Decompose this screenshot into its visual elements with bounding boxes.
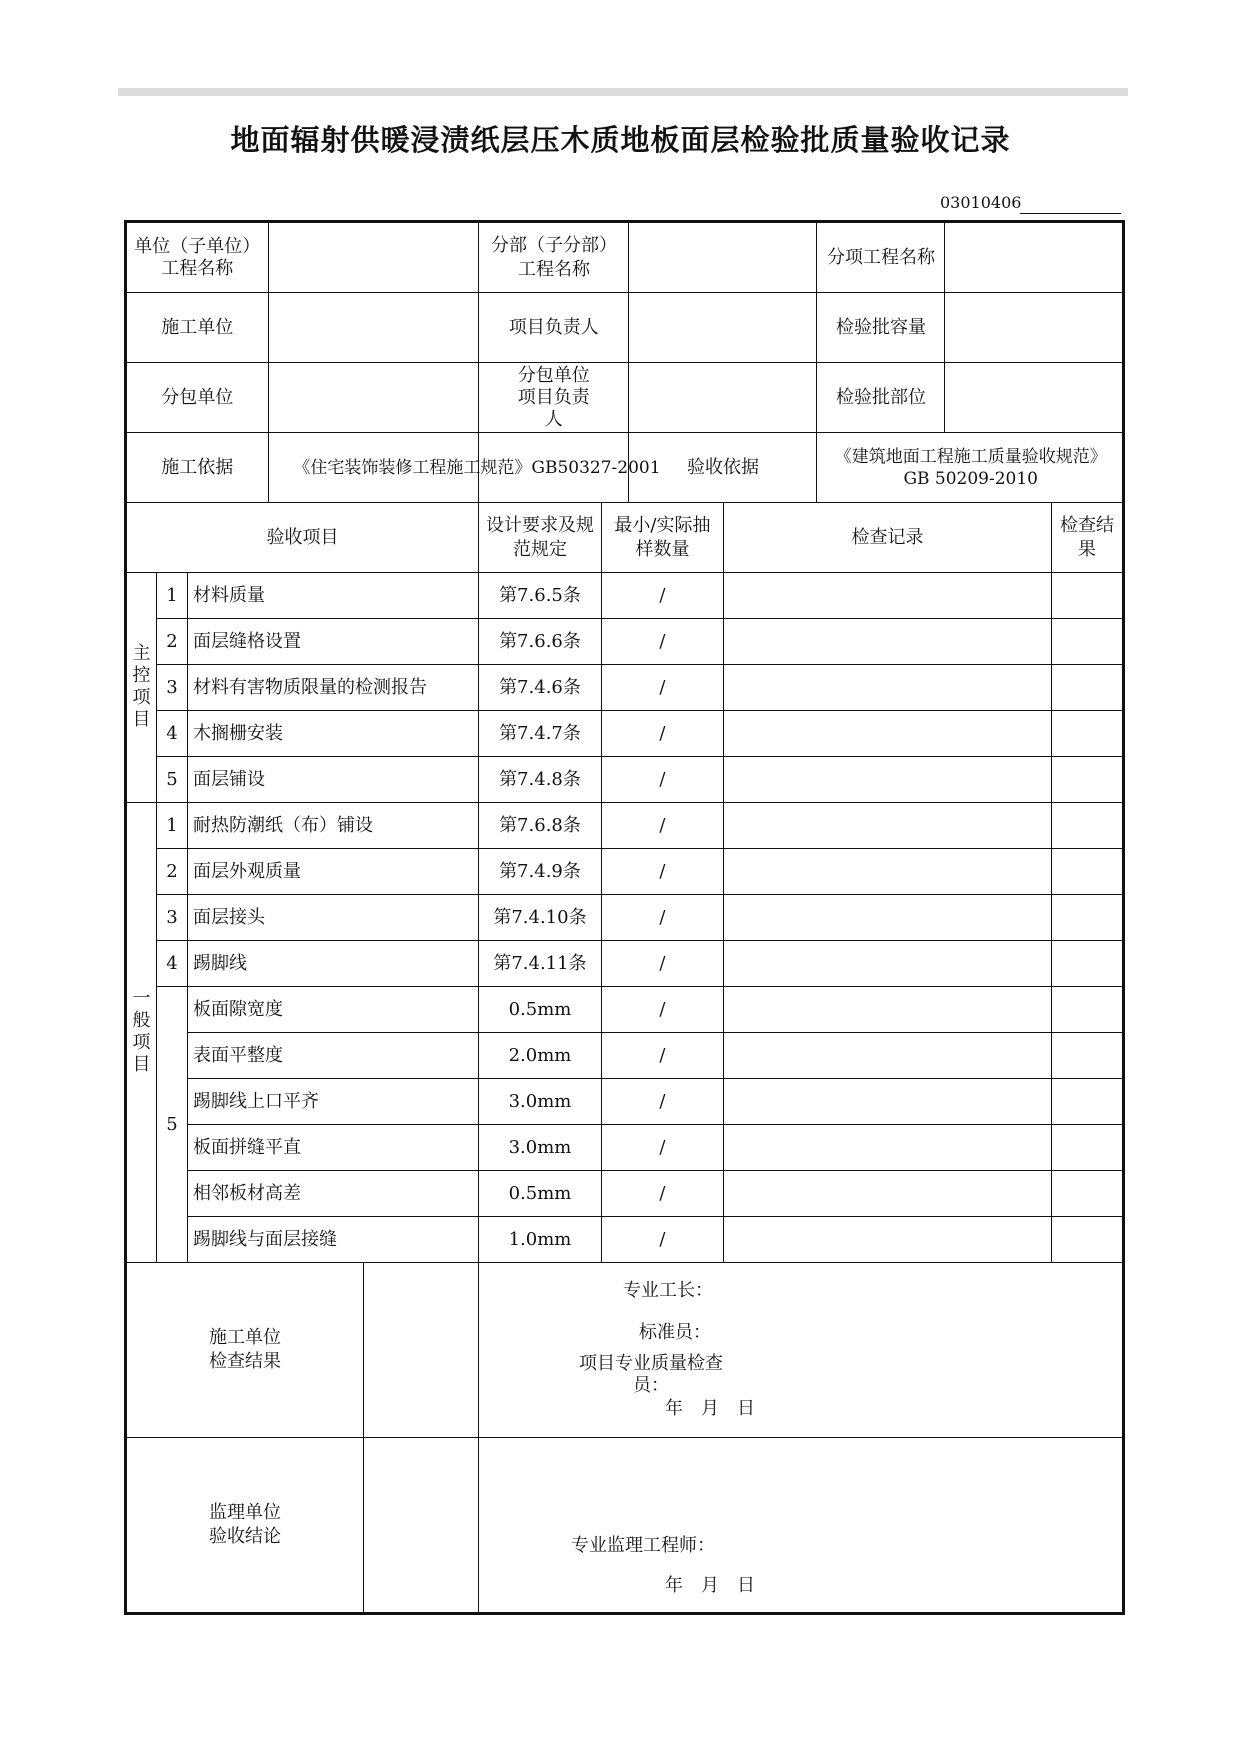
table-row: [126, 1125, 1124, 1171]
general-item-record[interactable]: [723, 941, 1051, 987]
tolerance-no: 5: [157, 987, 188, 1263]
sub-item-name-field[interactable]: [945, 223, 1124, 292]
info-subtable-4b: [293, 433, 1124, 502]
main-item-no: 5: [157, 757, 188, 803]
tolerance-item-name: 踢脚线上口平齐: [188, 1079, 479, 1125]
tolerance-item-record[interactable]: [723, 987, 1051, 1033]
main-item-sample: /: [601, 711, 723, 757]
general-group-label: [126, 803, 157, 1263]
form-code: 03010406: [940, 193, 1022, 212]
main-item-result[interactable]: [1051, 757, 1123, 803]
tolerance-item-spec: 3.0mm: [478, 1125, 601, 1171]
tolerance-item-sample: /: [601, 987, 723, 1033]
info-subtable-1b: [478, 223, 1124, 292]
info-subtable-1: [127, 223, 480, 292]
tolerance-item-result[interactable]: [1051, 1125, 1123, 1171]
construction-check-row: [126, 1263, 1124, 1438]
sub-item-name-label: 分项工程名称: [817, 223, 945, 292]
table-row: [126, 987, 1124, 1033]
supervision-check-sign-area-left[interactable]: [364, 1438, 478, 1612]
table-row: [126, 619, 1124, 665]
subcontract-manager-field[interactable]: [629, 363, 817, 432]
general-item-no: 3: [157, 895, 188, 941]
general-item-name: 面层接头: [188, 895, 479, 941]
subcontract-unit-label: 分包单位: [127, 363, 268, 432]
construction-check-label: 施工单位检查结果: [209, 1327, 281, 1372]
tolerance-item-name: 板面拼缝平直: [188, 1125, 479, 1171]
supervision-check-label: 监理单位验收结论: [209, 1502, 281, 1547]
tolerance-item-result[interactable]: [1051, 987, 1123, 1033]
general-item-record[interactable]: [723, 849, 1051, 895]
supervision-engineer-label: 专业监理工程师：: [570, 1535, 715, 1556]
main-item-sample: /: [601, 757, 723, 803]
header-result: 检查结果: [1051, 503, 1123, 573]
main-item-spec: 第7.6.6条: [478, 619, 601, 665]
table-row: [126, 1217, 1124, 1263]
main-item-name: 面层铺设: [188, 757, 479, 803]
tolerance-item-spec: 3.0mm: [478, 1079, 601, 1125]
info-row-1-right: [478, 222, 1123, 293]
main-item-spec: 第7.4.7条: [478, 711, 601, 757]
tolerance-item-result[interactable]: [1051, 1079, 1123, 1125]
info-row-3-wrap: [126, 363, 479, 433]
construction-basis-label: 施工依据: [127, 433, 268, 502]
general-item-record[interactable]: [723, 895, 1051, 941]
general-item-sample: /: [601, 895, 723, 941]
general-item-result[interactable]: [1051, 803, 1123, 849]
main-group-label: [126, 573, 157, 803]
table-row: [126, 711, 1124, 757]
tolerance-item-sample: /: [601, 1079, 723, 1125]
main-item-name: 材料有害物质限量的检测报告: [188, 665, 479, 711]
info-row-2-right: [478, 293, 1123, 363]
main-item-name: 材料质量: [188, 573, 479, 619]
branch-name-label: 分部（子分部）工程名称: [479, 223, 629, 292]
tolerance-item-result[interactable]: [1051, 1217, 1123, 1263]
main-item-no: 1: [157, 573, 188, 619]
tolerance-item-spec: 2.0mm: [478, 1033, 601, 1079]
general-item-no: 2: [157, 849, 188, 895]
supervision-check-sign-area[interactable]: [478, 1438, 1123, 1614]
top-divider-bar: [118, 88, 1128, 96]
main-item-result[interactable]: [1051, 573, 1123, 619]
main-item-record[interactable]: [723, 619, 1051, 665]
header-sample: 最小/实际抽样数量: [601, 503, 723, 573]
info-row-4-right: [293, 433, 1123, 503]
main-item-result[interactable]: [1051, 619, 1123, 665]
header-record: 检查记录: [723, 503, 1051, 573]
construction-basis-text: 《住宅装饰装修工程施工规范》GB50327-2001: [293, 457, 661, 478]
main-item-no: 2: [157, 619, 188, 665]
table-row: [126, 1079, 1124, 1125]
supervision-date: 年 月 日: [664, 1575, 755, 1596]
tolerance-item-result[interactable]: [1051, 1033, 1123, 1079]
table-row: [126, 573, 1124, 619]
tolerance-item-sample: /: [601, 1217, 723, 1263]
table-row: [126, 803, 1124, 849]
acceptance-basis-value: 《建筑地面工程施工质量验收规范》GB 50209-2010: [834, 446, 1107, 489]
page-title: 地面辐射供暖浸渍纸层压木质地板面层检验批质量验收记录: [230, 123, 1011, 157]
supervision-check-label-cell: [126, 1438, 479, 1614]
main-item-result[interactable]: [1051, 711, 1123, 757]
construction-check-sign-area-left[interactable]: [364, 1263, 478, 1437]
supervision-check-row: [126, 1438, 1124, 1614]
tolerance-item-record[interactable]: [723, 1033, 1051, 1079]
info-subtable-2b: [479, 293, 1124, 362]
main-group-text: 主控项目: [132, 643, 151, 730]
unit-name-field[interactable]: [268, 223, 480, 292]
quality-inspector-label: 项目专业质量检查员：: [578, 1353, 723, 1396]
general-item-spec: 第7.4.11条: [478, 941, 601, 987]
batch-location-label: 检验批部位: [817, 363, 945, 432]
main-item-result[interactable]: [1051, 665, 1123, 711]
tolerance-item-sample: /: [601, 1125, 723, 1171]
tolerance-item-spec: 1.0mm: [478, 1217, 601, 1263]
general-item-result[interactable]: [1051, 895, 1123, 941]
main-item-name: 木搁栅安装: [188, 711, 479, 757]
main-item-spec: 第7.4.6条: [478, 665, 601, 711]
info-row-1: [126, 222, 1124, 293]
batch-capacity-field[interactable]: [945, 293, 1124, 362]
table-row: [126, 1171, 1124, 1217]
general-item-sample: /: [601, 803, 723, 849]
tolerance-item-spec: 0.5mm: [478, 1171, 601, 1217]
main-item-sample: /: [601, 573, 723, 619]
tolerance-item-result[interactable]: [1051, 1171, 1123, 1217]
tolerance-item-record[interactable]: [723, 1125, 1051, 1171]
general-item-name: 面层外观质量: [188, 849, 479, 895]
general-item-spec: 第7.4.10条: [478, 895, 601, 941]
general-item-sample: /: [601, 941, 723, 987]
table-row: [126, 941, 1124, 987]
tolerance-item-sample: /: [601, 1171, 723, 1217]
header-item: 验收项目: [126, 503, 479, 573]
general-item-spec: 第7.4.9条: [478, 849, 601, 895]
branch-name-field[interactable]: [629, 223, 817, 292]
general-item-result[interactable]: [1051, 849, 1123, 895]
table-row: [126, 665, 1124, 711]
info-row-3: [126, 363, 1124, 433]
tolerance-item-name: 踢脚线与面层接缝: [188, 1217, 479, 1263]
construction-check-sign-area[interactable]: [478, 1263, 1123, 1438]
acceptance-basis-label: 验收依据: [629, 433, 817, 502]
header-design: 设计要求及规范规定: [478, 503, 601, 573]
tolerance-item-name: 相邻板材高差: [188, 1171, 479, 1217]
general-item-no: 1: [157, 803, 188, 849]
general-item-sample: /: [601, 849, 723, 895]
foreman-label: 专业工长：: [622, 1280, 713, 1301]
main-item-spec: 第7.4.8条: [478, 757, 601, 803]
tolerance-item-name: 板面隙宽度: [188, 987, 479, 1033]
standard-person-label: 标准员：: [638, 1322, 711, 1343]
subcontract-manager-label: 分包单位项目负责人: [479, 363, 629, 432]
construction-date: 年 月 日: [664, 1398, 755, 1419]
table-row: [126, 895, 1124, 941]
general-item-record[interactable]: [723, 803, 1051, 849]
tolerance-item-record[interactable]: [723, 1217, 1051, 1263]
tolerance-item-name: 表面平整度: [188, 1033, 479, 1079]
batch-capacity-label: 检验批容量: [817, 293, 945, 362]
project-manager-field[interactable]: [629, 293, 817, 362]
general-item-no: 4: [157, 941, 188, 987]
info-row-1-wrap: [126, 222, 479, 293]
info-subtable-3b: [479, 363, 1124, 432]
general-item-spec: 第7.6.8条: [478, 803, 601, 849]
subcontract-unit-field[interactable]: [268, 363, 480, 432]
general-group-text: 一般项目: [132, 988, 151, 1075]
table-row: [126, 757, 1124, 803]
main-item-record[interactable]: [723, 711, 1051, 757]
tolerance-item-record[interactable]: [723, 1171, 1051, 1217]
tolerance-item-sample: /: [601, 1033, 723, 1079]
inspection-form-table: [124, 220, 1125, 1615]
construction-unit-label: 施工单位: [127, 293, 268, 362]
info-subtable-2: [127, 293, 480, 362]
table-row: [126, 849, 1124, 895]
main-item-name: 面层缝格设置: [188, 619, 479, 665]
main-item-sample: /: [601, 665, 723, 711]
main-item-sample: /: [601, 619, 723, 665]
main-item-record[interactable]: [723, 757, 1051, 803]
project-manager-label: 项目负责人: [479, 293, 629, 362]
tolerance-item-record[interactable]: [723, 1079, 1051, 1125]
info-subtable-3: [127, 363, 480, 432]
items-header-row: [126, 503, 1124, 573]
general-item-result[interactable]: [1051, 941, 1123, 987]
batch-location-field[interactable]: [945, 363, 1124, 432]
general-item-name: 耐热防潮纸（布）铺设: [188, 803, 479, 849]
construction-basis-value-cont: [293, 433, 661, 502]
info-row-4: [126, 433, 1124, 503]
general-item-name: 踢脚线: [188, 941, 479, 987]
form-code-underline: [1020, 213, 1121, 214]
main-item-record[interactable]: [723, 665, 1051, 711]
tolerance-item-spec: 0.5mm: [478, 987, 601, 1033]
main-item-no: 4: [157, 711, 188, 757]
info-row-2: [126, 293, 1124, 363]
main-item-record[interactable]: [723, 573, 1051, 619]
table-row: [126, 1033, 1124, 1079]
construction-check-label-cell: [126, 1263, 479, 1438]
info-row-2-wrap: [126, 293, 479, 363]
info-row-3-right: [478, 363, 1123, 433]
main-item-no: 3: [157, 665, 188, 711]
main-item-spec: 第7.6.5条: [478, 573, 601, 619]
construction-unit-field[interactable]: [268, 293, 480, 362]
unit-name-label: 单位（子单位）工程名称: [127, 223, 268, 292]
